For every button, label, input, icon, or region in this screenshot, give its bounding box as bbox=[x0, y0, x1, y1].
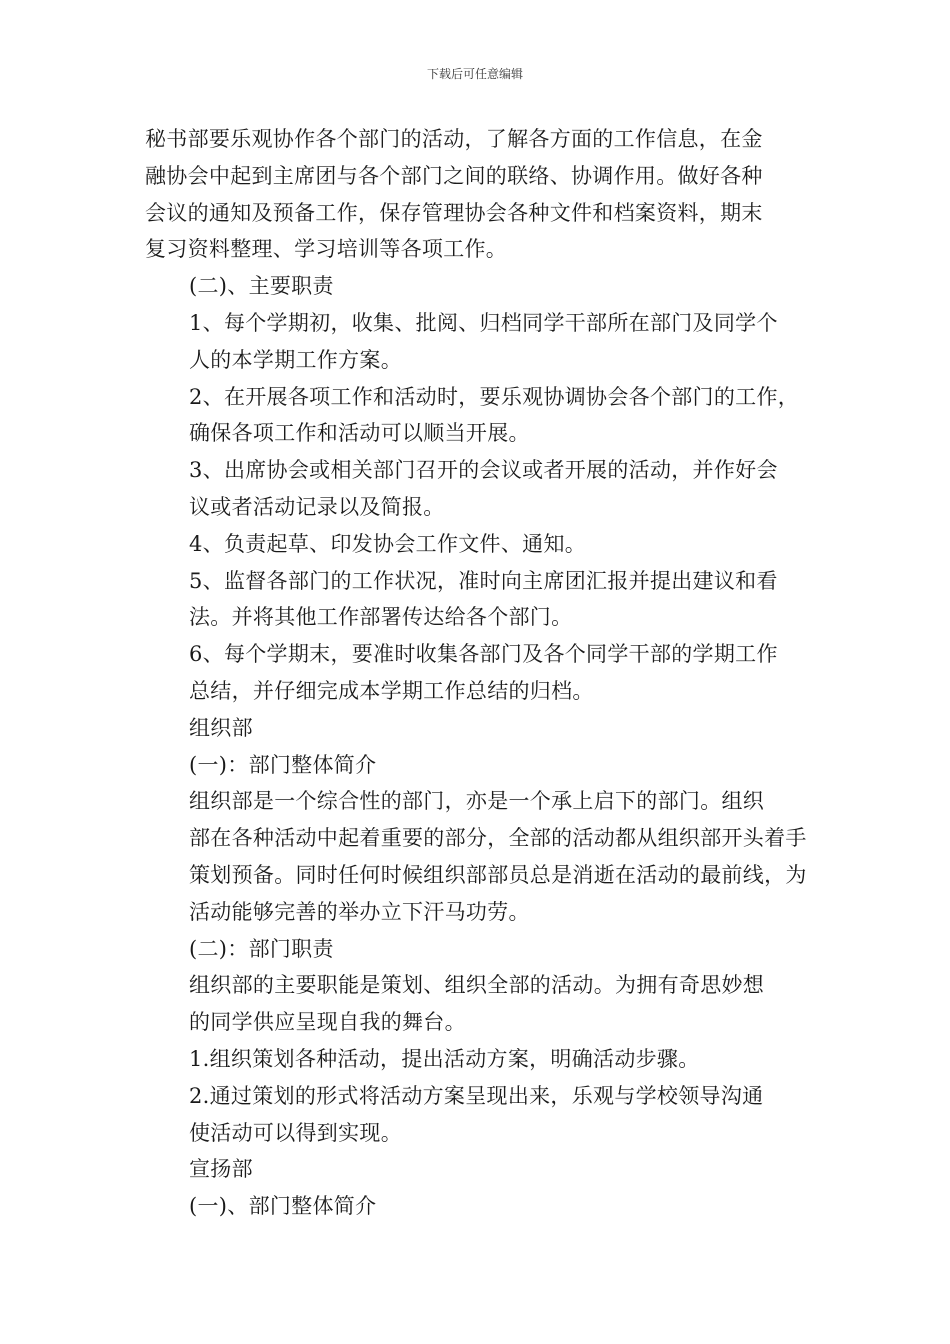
text-line: (一)：部门整体简介 bbox=[189, 752, 377, 777]
paragraph bbox=[145, 636, 810, 710]
paragraph bbox=[145, 1151, 810, 1188]
text-line: 会议的通知及预备工作，保存管理协会各种文件和档案资料，期末 bbox=[145, 200, 763, 225]
page-header: 下载后可任意编辑 bbox=[426, 67, 523, 81]
text-line: 议或者活动记录以及简报。 bbox=[189, 494, 445, 519]
paragraph bbox=[145, 967, 810, 1041]
text-line: 的同学供应呈现自我的舞台。 bbox=[189, 1010, 466, 1035]
paragraph bbox=[145, 1041, 810, 1078]
text-line: 融协会中起到主席团与各个部门之间的联络、协调作用。做好各种 bbox=[145, 163, 763, 188]
text-line: 总结，并仔细完成本学期工作总结的归档。 bbox=[189, 678, 594, 703]
text-line: 3、出席协会或相关部门召开的会议或者开展的活动，并作好会 bbox=[189, 458, 778, 483]
text-line: 2.通过策划的形式将活动方案呈现出来，乐观与学校领导沟通 bbox=[189, 1083, 764, 1108]
text-line: 复习资料整理、学习培训等各项工作。 bbox=[145, 237, 508, 262]
paragraph bbox=[145, 305, 810, 379]
paragraph bbox=[145, 526, 810, 563]
paragraph bbox=[145, 710, 810, 747]
text-line: 1、每个学期初，收集、批阅、归档同学干部所在部门及同学个 bbox=[189, 310, 778, 335]
text-line: 1.组织策划各种活动，提出活动方案，明确活动步骤。 bbox=[189, 1046, 700, 1071]
text-line: 组织部是一个综合性的部门，亦是一个承上启下的部门。组织 bbox=[189, 789, 765, 814]
paragraph bbox=[145, 121, 810, 268]
text-line: 组织部的主要职能是策划、组织全部的活动。为拥有奇思妙想 bbox=[189, 973, 765, 998]
paragraph bbox=[145, 268, 810, 305]
text-line: (一)、部门整体简介 bbox=[189, 1194, 377, 1219]
text-line: (二)：部门职责 bbox=[189, 936, 334, 961]
paragraph bbox=[145, 379, 810, 453]
text-line: 策划预备。同时任何时候组织部部员总是消逝在活动的最前线，为 bbox=[189, 862, 807, 887]
text-line: 6、每个学期末，要准时收集各部门及各个同学干部的学期工作 bbox=[189, 642, 778, 667]
text-line: (二)、主要职责 bbox=[189, 274, 334, 299]
text-line: 法。并将其他工作部署传达给各个部门。 bbox=[189, 605, 573, 630]
paragraph bbox=[145, 783, 810, 930]
text-line: 组织部 bbox=[189, 715, 253, 740]
text-line: 人的本学期工作方案。 bbox=[189, 347, 402, 372]
text-line: 活动能够完善的举办立下汗马功劳。 bbox=[189, 899, 530, 924]
text-line: 秘书部要乐观协作各个部门的活动，了解各方面的工作信息，在金 bbox=[145, 127, 763, 151]
text-line: 4、负责起草、印发协会工作文件、通知。 bbox=[189, 531, 587, 556]
text-line: 部在各种活动中起着重要的部分，全部的活动都从组织部开头着手 bbox=[189, 826, 807, 851]
document-body bbox=[145, 121, 810, 1225]
paragraph bbox=[145, 1188, 810, 1225]
paragraph bbox=[145, 931, 810, 968]
text-line: 5、监督各部门的工作状况，准时向主席团汇报并提出建议和看 bbox=[189, 568, 778, 593]
text-line: 确保各项工作和活动可以顺当开展。 bbox=[189, 421, 530, 446]
paragraph bbox=[145, 1078, 810, 1152]
paragraph bbox=[145, 563, 810, 637]
text-line: 宣扬部 bbox=[189, 1157, 253, 1182]
text-line: 使活动可以得到实现。 bbox=[189, 1120, 402, 1145]
text-line: 2、在开展各项工作和活动时，要乐观协调协会各个部门的工作， bbox=[189, 384, 800, 409]
paragraph bbox=[145, 747, 810, 784]
paragraph bbox=[145, 452, 810, 526]
